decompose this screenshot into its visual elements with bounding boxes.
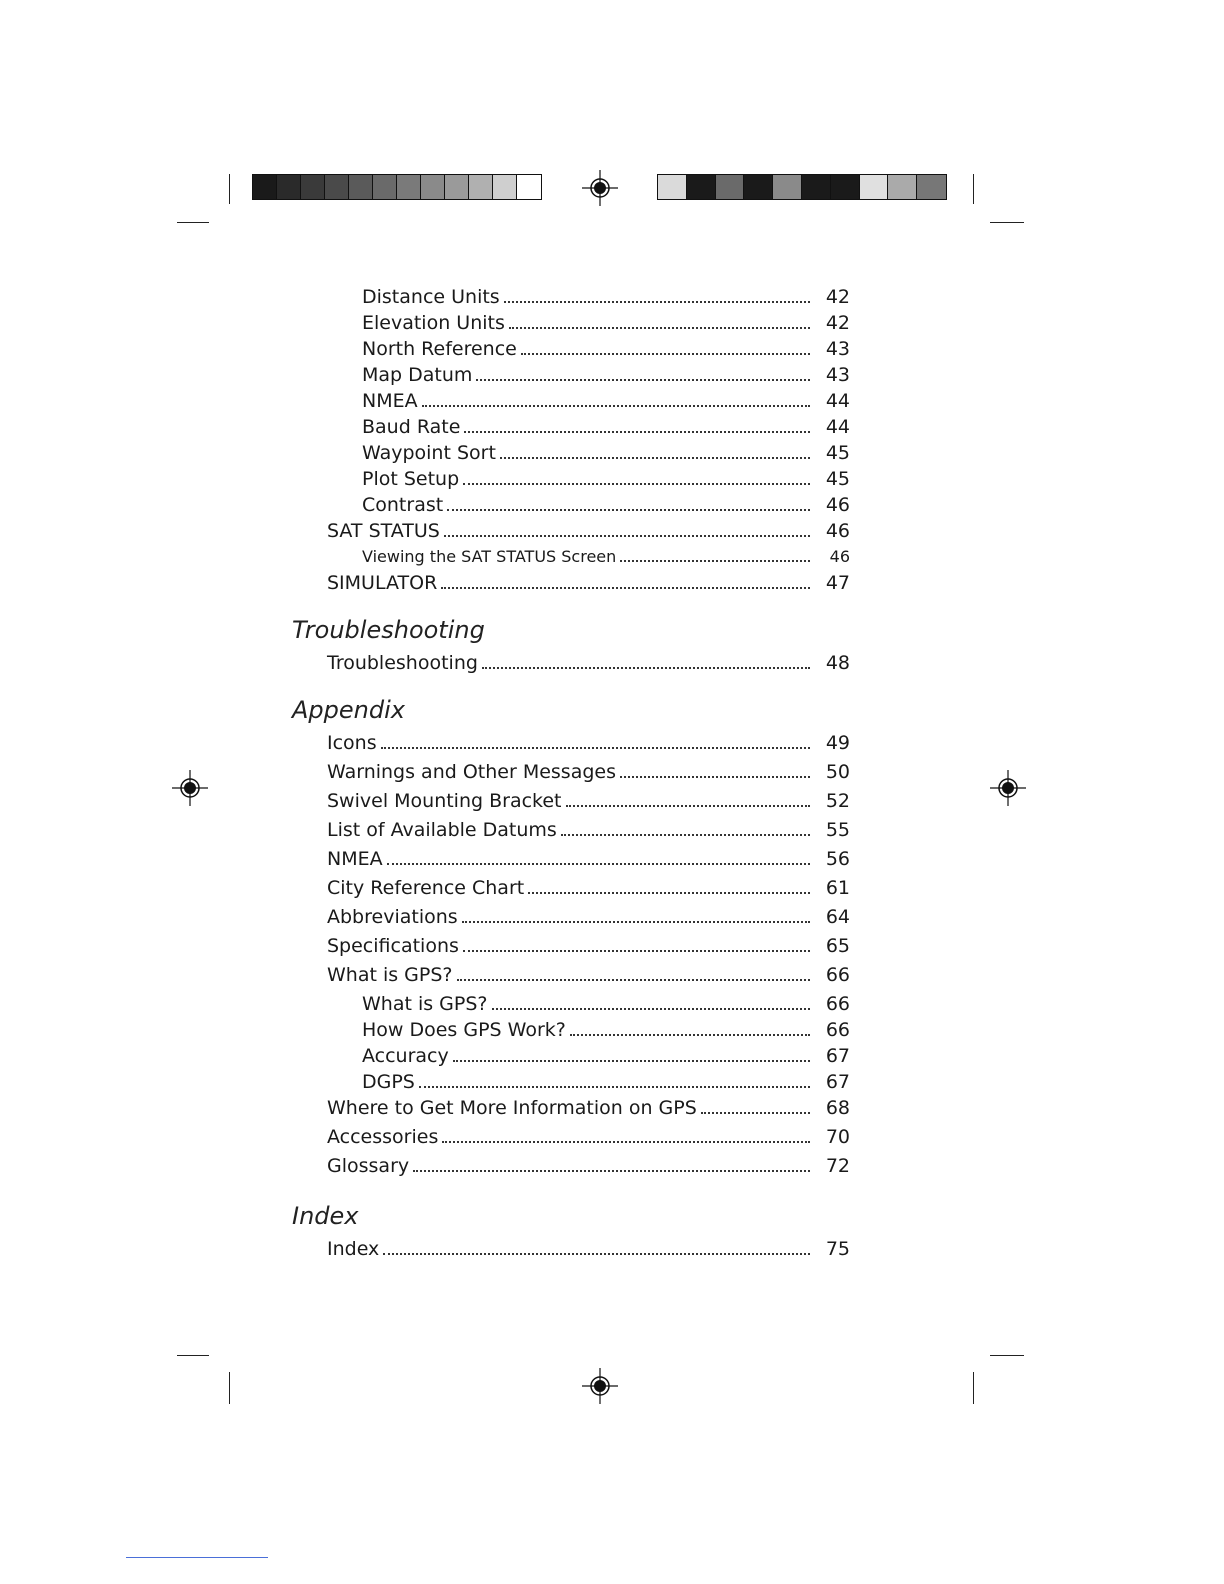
- toc-entry-page: 55: [825, 819, 850, 841]
- toc-entry-label: City Reference Chart: [327, 877, 525, 899]
- toc-entry[interactable]: [327, 846, 850, 872]
- toc-entry-label: Waypoint Sort: [362, 442, 496, 464]
- toc-entry-page: 43: [825, 338, 850, 360]
- calibration-swatch: [744, 175, 773, 199]
- toc-entry-label: Elevation Units: [362, 312, 505, 334]
- toc-entry[interactable]: [327, 875, 850, 901]
- dot-leader: [441, 587, 810, 589]
- toc-entry-page: 48: [825, 652, 850, 674]
- toc-entry[interactable]: [362, 544, 850, 570]
- calibration-swatch: [397, 175, 421, 199]
- toc-entry-label: Accuracy: [362, 1045, 449, 1067]
- toc-entry-page: 44: [825, 416, 850, 438]
- toc-entry-label: Accessories: [327, 1126, 439, 1148]
- dot-leader: [442, 1141, 810, 1143]
- toc-entry-label: Distance Units: [362, 286, 500, 308]
- toc-entry[interactable]: [362, 362, 850, 388]
- dot-leader: [463, 950, 810, 952]
- dot-leader: [463, 483, 810, 485]
- dot-leader: [701, 1112, 810, 1114]
- section-heading: Index: [292, 1202, 359, 1230]
- calibration-bar-right: [657, 174, 947, 200]
- toc-entry-label: NMEA: [327, 848, 383, 870]
- entry-spacer: [290, 1262, 850, 1265]
- toc-entry-label: What is GPS?: [362, 993, 488, 1015]
- toc-entry-label: Specifications: [327, 935, 459, 957]
- calibration-swatch: [773, 175, 802, 199]
- calibration-swatch: [253, 175, 277, 199]
- calibration-swatch: [349, 175, 373, 199]
- crop-mark-bottom-right-horizontal: [990, 1355, 1024, 1356]
- toc-entry[interactable]: [327, 904, 850, 930]
- toc-entry-label: Abbreviations: [327, 906, 458, 928]
- toc-entry-label: Index: [327, 1238, 380, 1260]
- toc-entry-page: 46: [829, 547, 850, 566]
- section-gap: [290, 596, 850, 610]
- toc-entry-page: 45: [825, 442, 850, 464]
- toc-entry-label: NMEA: [362, 390, 418, 412]
- toc-entry-page: 75: [825, 1238, 850, 1260]
- toc-entry-label: List of Available Datums: [327, 819, 557, 841]
- toc-entry-page: 44: [825, 390, 850, 412]
- calibration-swatch: [445, 175, 469, 199]
- calibration-swatch: [517, 175, 541, 199]
- section-gap: [290, 676, 850, 690]
- toc-entry[interactable]: [362, 1043, 850, 1069]
- toc-entry[interactable]: [362, 284, 850, 310]
- toc-entry[interactable]: [362, 1017, 850, 1043]
- calibration-swatch: [325, 175, 349, 199]
- dot-leader: [447, 509, 810, 511]
- toc-entry[interactable]: [362, 492, 850, 518]
- toc-entry-label: How Does GPS Work?: [362, 1019, 566, 1041]
- dot-leader: [492, 1008, 810, 1010]
- dot-leader: [457, 979, 810, 981]
- toc-entry[interactable]: [327, 962, 850, 988]
- calibration-swatch: [716, 175, 745, 199]
- dot-leader: [453, 1060, 810, 1062]
- calibration-swatch: [802, 175, 831, 199]
- calibration-swatch: [917, 175, 946, 199]
- toc-entry[interactable]: [327, 1095, 850, 1121]
- calibration-swatch: [687, 175, 716, 199]
- dot-leader: [500, 457, 810, 459]
- toc-entry[interactable]: [327, 570, 850, 596]
- registration-mark-icon: [170, 768, 210, 808]
- toc-entry-page: 66: [825, 1019, 850, 1041]
- crop-mark-top-right-vertical: [973, 174, 974, 204]
- calibration-swatch: [658, 175, 687, 199]
- dot-leader: [413, 1170, 810, 1172]
- toc-entry[interactable]: [327, 817, 850, 843]
- toc-entry[interactable]: [362, 466, 850, 492]
- toc-entry-page: 70: [825, 1126, 850, 1148]
- toc-entry-label: SAT STATUS: [327, 520, 440, 542]
- toc-entry-label: DGPS: [362, 1071, 415, 1093]
- toc-entry-page: 67: [825, 1071, 850, 1093]
- registration-mark-icon: [988, 768, 1028, 808]
- crop-mark-bottom-left-horizontal: [177, 1355, 209, 1356]
- toc-entry-label: Troubleshooting: [327, 652, 478, 674]
- toc-entry-page: 42: [825, 312, 850, 334]
- toc-entry-page: 64: [825, 906, 850, 928]
- dot-leader: [482, 667, 810, 669]
- toc-entry[interactable]: [362, 388, 850, 414]
- toc-entry[interactable]: [362, 440, 850, 466]
- dot-leader: [419, 1086, 810, 1088]
- toc-entry[interactable]: [327, 1124, 850, 1150]
- dot-leader: [422, 405, 810, 407]
- toc-entry-label: Viewing the SAT STATUS Screen: [362, 547, 617, 566]
- section-heading: Troubleshooting: [292, 616, 485, 644]
- calibration-swatch: [373, 175, 397, 199]
- crop-mark-bottom-left-vertical: [229, 1372, 230, 1404]
- dot-leader: [387, 863, 810, 865]
- toc-entry-page: 61: [825, 877, 850, 899]
- toc-entry-label: Where to Get More Information on GPS: [327, 1097, 697, 1119]
- dot-leader: [620, 560, 810, 562]
- toc-entry-label: What is GPS?: [327, 964, 453, 986]
- toc-entry-page: 52: [825, 790, 850, 812]
- toc-entry-page: 65: [825, 935, 850, 957]
- dot-leader: [528, 892, 810, 894]
- calibration-swatch: [860, 175, 889, 199]
- calibration-bar-left: [252, 174, 542, 200]
- toc-entry-page: 49: [825, 732, 850, 754]
- divider: [126, 1557, 268, 1558]
- toc-entry-label: Baud Rate: [362, 416, 461, 438]
- toc-entry-label: Plot Setup: [362, 468, 460, 490]
- toc-entry-label: Map Datum: [362, 364, 473, 386]
- toc-entry-page: 50: [825, 761, 850, 783]
- toc-entry[interactable]: [362, 1069, 850, 1095]
- dot-leader: [444, 535, 810, 537]
- toc-entry[interactable]: [327, 1153, 850, 1179]
- calibration-swatch: [301, 175, 325, 199]
- crop-mark-top-left-vertical: [229, 174, 230, 204]
- toc-entry[interactable]: [362, 991, 850, 1017]
- dot-leader: [504, 301, 810, 303]
- toc-entry[interactable]: [362, 414, 850, 440]
- toc-entry-page: 45: [825, 468, 850, 490]
- toc-entry-label: North Reference: [362, 338, 517, 360]
- dot-leader: [462, 921, 810, 923]
- registration-mark-icon: [580, 168, 620, 208]
- toc-entry-page: 56: [825, 848, 850, 870]
- dot-leader: [620, 776, 810, 778]
- dot-leader: [381, 747, 810, 749]
- calibration-swatch: [831, 175, 860, 199]
- toc-entry[interactable]: [327, 730, 850, 756]
- dot-leader: [570, 1034, 810, 1036]
- section-gap: [290, 1182, 850, 1196]
- toc-entry-label: Icons: [327, 732, 377, 754]
- dot-leader: [509, 327, 810, 329]
- toc-entry[interactable]: [327, 518, 850, 544]
- toc-entry-page: 68: [825, 1097, 850, 1119]
- calibration-swatch: [493, 175, 517, 199]
- toc-entry[interactable]: [327, 650, 850, 676]
- toc-entry-label: SIMULATOR: [327, 572, 438, 594]
- toc-entry-page: 46: [825, 494, 850, 516]
- calibration-swatch: [469, 175, 493, 199]
- toc-entry-label: Warnings and Other Messages: [327, 761, 616, 783]
- toc-entry[interactable]: [327, 1236, 850, 1262]
- registration-mark-icon: [580, 1366, 620, 1406]
- dot-leader: [383, 1253, 810, 1255]
- toc-entry[interactable]: [327, 933, 850, 959]
- toc-entry[interactable]: [327, 759, 850, 785]
- dot-leader: [566, 805, 810, 807]
- calibration-swatch: [277, 175, 301, 199]
- toc-entry[interactable]: [362, 336, 850, 362]
- dot-leader: [561, 834, 810, 836]
- section-heading: Appendix: [292, 696, 405, 724]
- crop-mark-top-left-horizontal: [177, 222, 209, 223]
- toc-entry-label: Glossary: [327, 1155, 410, 1177]
- dot-leader: [521, 353, 810, 355]
- toc-entry-label: Swivel Mounting Bracket: [327, 790, 562, 812]
- dot-leader: [464, 431, 810, 433]
- dot-leader: [476, 379, 810, 381]
- crop-mark-bottom-right-vertical: [973, 1372, 974, 1404]
- calibration-swatch: [421, 175, 445, 199]
- toc-entry-page: 72: [825, 1155, 850, 1177]
- toc-entry-page: 43: [825, 364, 850, 386]
- toc-entry-label: Contrast: [362, 494, 444, 516]
- toc-entry-page: 42: [825, 286, 850, 308]
- toc-entry-page: 46: [825, 520, 850, 542]
- calibration-swatch: [888, 175, 917, 199]
- toc-entry-page: 66: [825, 964, 850, 986]
- crop-mark-top-right-horizontal: [990, 222, 1024, 223]
- toc-entry[interactable]: [362, 310, 850, 336]
- toc-entry-page: 67: [825, 1045, 850, 1067]
- table-of-contents: [290, 284, 850, 1265]
- toc-entry[interactable]: [327, 788, 850, 814]
- toc-entry-page: 47: [825, 572, 850, 594]
- toc-entry-page: 66: [825, 993, 850, 1015]
